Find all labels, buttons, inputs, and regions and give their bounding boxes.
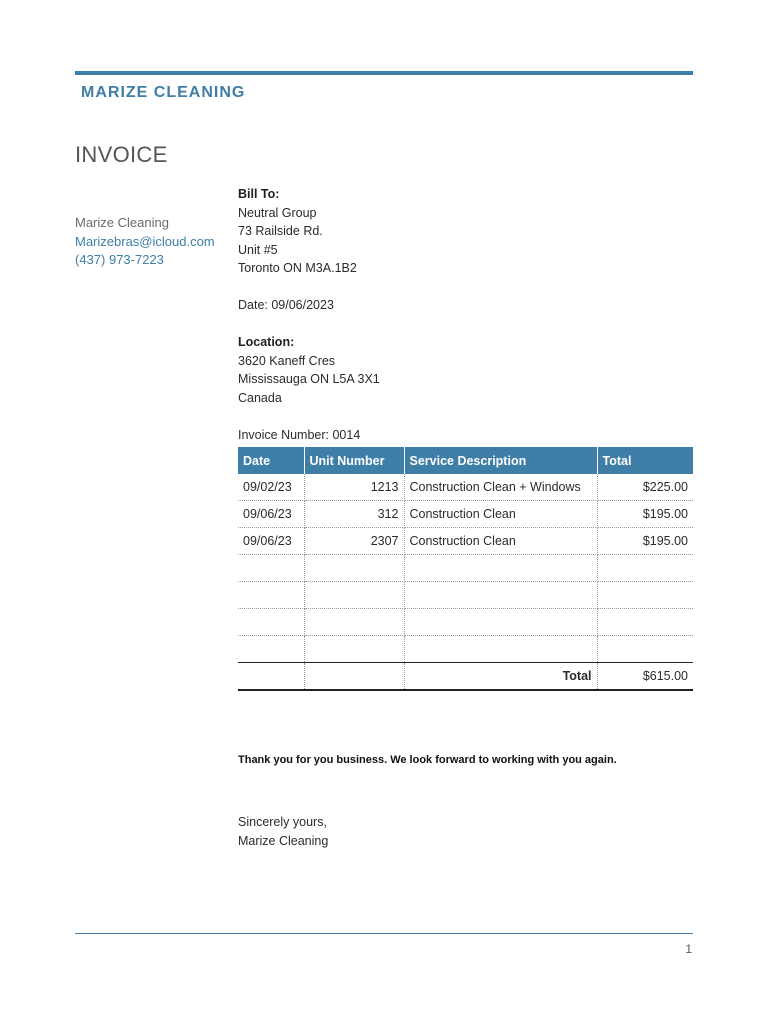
location-line: Mississauga ON L5A 3X1	[238, 372, 380, 386]
row-unit	[304, 582, 404, 609]
location-line: 3620 Kaneff Cres	[238, 353, 336, 368]
table-row	[238, 582, 693, 609]
table-row	[238, 555, 693, 582]
column-header: Date	[238, 447, 304, 474]
column-header: Unit Number	[304, 447, 404, 474]
row-unit	[304, 636, 404, 663]
page-number: 1	[685, 942, 692, 956]
row-unit	[304, 609, 404, 636]
row-date	[238, 582, 304, 609]
row-total	[597, 582, 693, 609]
bill-to-line: Toronto ON M3A.1B2	[238, 261, 357, 275]
row-date	[238, 555, 304, 582]
row-description	[404, 609, 597, 636]
bill-to-line: Unit #5	[238, 242, 278, 257]
table-header-row	[238, 447, 693, 474]
line-items-table	[238, 447, 693, 691]
row-date: 09/02/23	[238, 474, 304, 501]
footer-rule	[75, 933, 693, 934]
signoff-line: Sincerely yours,	[238, 815, 327, 829]
row-unit: 1213	[304, 474, 404, 501]
sender-email-link[interactable]: Marizebras@icloud.com	[75, 233, 215, 249]
invoice-date: Date: 09/06/2023	[238, 298, 334, 312]
row-description	[404, 636, 597, 663]
table-row	[238, 609, 693, 636]
row-total: $195.00	[597, 528, 693, 555]
location-line: Canada	[238, 390, 282, 405]
row-total	[597, 609, 693, 636]
row-date	[238, 609, 304, 636]
table-row	[238, 528, 693, 555]
row-date	[238, 636, 304, 663]
row-date: 09/06/23	[238, 501, 304, 528]
header-rule	[75, 71, 693, 75]
row-description	[404, 582, 597, 609]
sender-name: Marize Cleaning	[75, 215, 169, 230]
table-row	[238, 474, 693, 501]
total-value: $615.00	[597, 663, 693, 691]
row-unit: 312	[304, 501, 404, 528]
row-unit	[304, 555, 404, 582]
signoff	[238, 813, 328, 851]
table-row	[238, 636, 693, 663]
row-description: Construction Clean	[404, 501, 597, 528]
row-total: $225.00	[597, 474, 693, 501]
row-description	[404, 555, 597, 582]
bill-to-label: Bill To:	[238, 187, 280, 201]
row-description: Construction Clean	[404, 528, 597, 555]
row-total	[597, 555, 693, 582]
sender-phone-link[interactable]: (437) 973-7223	[75, 252, 164, 267]
thank-you-note: Thank you for you business. We look forward to working with you again.	[238, 754, 617, 766]
table-row	[238, 501, 693, 528]
invoice-number: Invoice Number: 0014	[238, 427, 361, 442]
location-label: Location:	[238, 335, 295, 349]
row-total	[597, 636, 693, 663]
column-header: Service Description	[404, 447, 597, 474]
invoice-details	[238, 185, 693, 444]
bill-to-line: Neutral Group	[238, 205, 317, 220]
column-header: Total	[597, 447, 693, 474]
company-name: MARIZE CLEANING	[81, 84, 246, 101]
invoice-title: INVOICE	[75, 142, 168, 167]
row-total: $195.00	[597, 501, 693, 528]
sender-info	[75, 214, 235, 270]
row-date: 09/06/23	[238, 528, 304, 555]
total-row	[238, 663, 693, 691]
signoff-signature: Marize Cleaning	[238, 834, 329, 848]
bill-to-line: 73 Railside Rd.	[238, 224, 323, 238]
total-label: Total	[404, 663, 597, 691]
row-description: Construction Clean + Windows	[404, 474, 597, 501]
row-unit: 2307	[304, 528, 404, 555]
